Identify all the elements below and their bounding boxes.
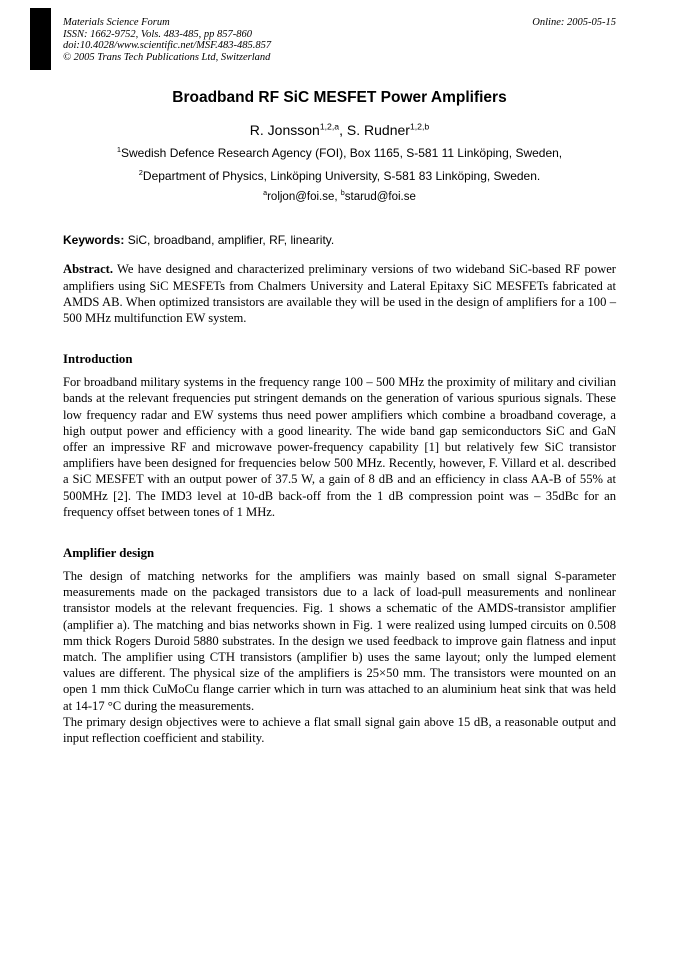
authors-line — [63, 122, 616, 138]
page-title: Broadband RF SiC MESFET Power Amplifiers — [172, 89, 507, 107]
email-b-superscript: b — [340, 189, 345, 198]
email-a-superscript: a — [263, 189, 268, 198]
author-1-superscript: 1,2,a — [319, 121, 340, 132]
doi-line: doi:10.4028/www.scientific.net/MSF.483-485.857 — [63, 40, 272, 52]
introduction-paragraph: For broadband military systems in the frequency range 100 – 500 MHz the proximity of military and civilian bands at the relevant frequencies put stringent demands on the generation of various spurious signals. These low frequency radar and EW systems thus need power amplifiers which combine a broadband coverage, a high output power and efficiency with a good linearity. The wide band gap semiconductors SiC and GaN offer an impressive RF and microwave power-frequency capability [1] but relatively few SiC transistor amplifiers have been designed for frequencies below 500 MHz. Recently, however, F. Villard et al. described a SiC MESFET with an output power of 37.5 W, a gain of 8 dB and an efficiency in class AA-B of 55% at 500MHz [2]. The IMD3 level at 10-dB back-off from the 1 dB compression point was – 35dBc for an frequency offset between tones of 1 MHz. — [63, 375, 616, 519]
affiliation-1-text: Swedish Defence Research Agency (FOI), Box 1165, S-581 11 Linköping, Sweden, — [121, 146, 563, 161]
section-heading-amplifier-design: Amplifier design — [63, 546, 155, 561]
journal-header-left — [63, 17, 271, 63]
affiliation-2 — [63, 169, 616, 184]
journal-name: Materials Science Forum — [63, 17, 170, 28]
keywords-line — [63, 233, 616, 247]
affiliation-2-text: Department of Physics, Linköping University, S-581 83 Linköping, Sweden. — [142, 169, 541, 184]
issn-line: ISSN: 1662-9752, Vols. 483-485, pp 857-860 — [63, 28, 252, 40]
amplifier-design-paragraph-1: The design of matching networks for the amplifiers was mainly based on small signal S-parameter measurements made on the packaged transistors due to a lack of load-pull measurements and nonlinear transistor models at the relevant frequencies. Fig. 1 shows a schematic of the AMDS-transistor amplifier (amplifier a). The matching and bias networks shown in Fig. 1 were realized using lumped circuits on 0.508 mm thick Rogers Duroid 5880 substrates. In the design we used feedback to improve gain flatness and input match. The amplifier using CTH transistors (amplifier b) uses the same layout; only the lumped element values are different. The physical size of the amplifiers is 25×50 mm. The transistors were mounted on an open 1 mm thick CuMoCu flange carrier which in turn was attached to an aluminium heat sink that was held at 14-17 °C during the measurements. — [63, 569, 616, 713]
online-date: Online: 2005-05-15 — [532, 17, 616, 28]
affiliation-2-superscript: 2 — [138, 168, 143, 178]
keywords-label: Keywords: — [63, 233, 125, 248]
author-separator: , — [339, 122, 347, 139]
author-1-name: R. Jonsson — [249, 122, 320, 139]
abstract-label: Abstract. — [63, 262, 114, 277]
copyright-line: © 2005 Trans Tech Publications Ltd, Switzerland — [63, 51, 271, 63]
journal-header — [63, 17, 616, 63]
abstract-text: We have designed and characterized preliminary versions of two wideband SiC-based RF power amplifiers using SiC MESFETs from Chalmers University and Lateral Epitaxy SiC MESFETs fabricated at AMDS AB. When optimized transistors are available they will be used in the design of amplifiers for a 100 – 500 MHz multifunction EW system. — [63, 262, 616, 325]
abstract-paragraph — [63, 261, 616, 326]
email-line — [63, 191, 616, 203]
corner-scan-mark — [30, 8, 51, 70]
email-b: starud@foi.se — [344, 191, 416, 204]
email-a: roljon@foi.se, — [267, 191, 341, 204]
section-heading-introduction: Introduction — [63, 352, 133, 367]
author-2-superscript: 1,2,b — [409, 121, 430, 132]
keywords-text: SiC, broadband, amplifier, RF, linearity. — [124, 233, 335, 248]
author-2-name: S. Rudner — [346, 122, 410, 139]
affiliation-1-superscript: 1 — [116, 145, 121, 155]
amplifier-design-paragraph-2: The primary design objectives were to achieve a flat small signal gain above 15 dB, a reasonable output and input reflection coefficient and stability. — [63, 714, 616, 746]
affiliation-1 — [63, 146, 616, 161]
